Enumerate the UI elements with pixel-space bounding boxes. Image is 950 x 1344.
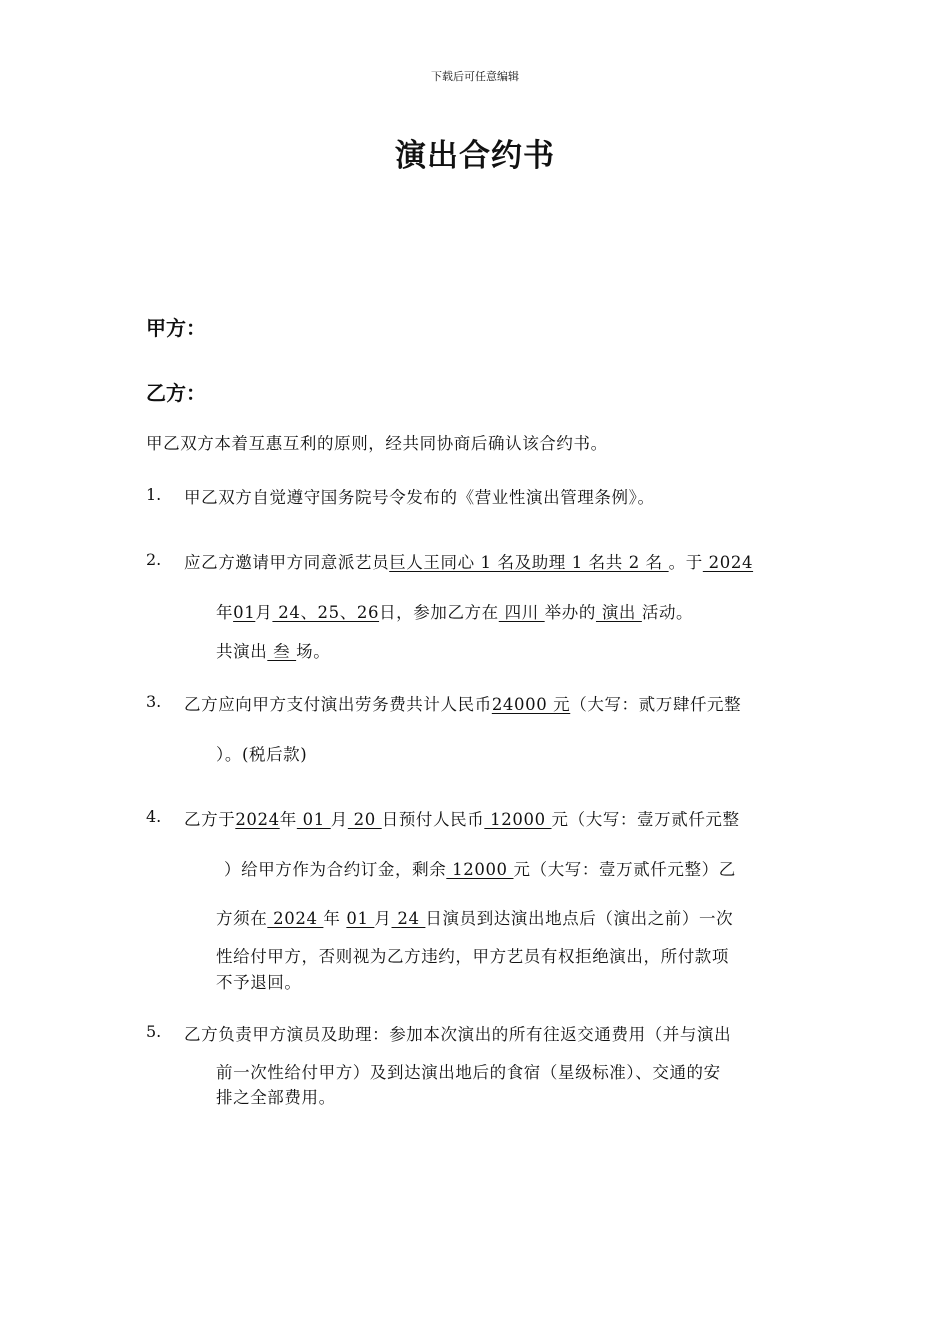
clause-4-line-3 xyxy=(216,905,733,929)
clause-2-text: 月 xyxy=(255,603,273,622)
clause-4-text: 日演员到达演出地点后（演出之前）一次 xyxy=(425,909,734,928)
balance-year-field: 2024 xyxy=(267,909,324,928)
clause-4-line-1 xyxy=(184,806,740,830)
year-field: 2024 xyxy=(702,553,754,572)
performer-field: 巨人王同心 1 名及助理 1 名共 2 名 xyxy=(389,553,669,572)
show-count-field: 叁 xyxy=(267,642,297,661)
location-field: 四川 xyxy=(498,603,545,622)
clause-4-text: 方须在 xyxy=(216,909,268,928)
clause-4-text: 元（大写：壹万贰仟元整）乙 xyxy=(513,860,736,879)
clause-4-text: 年 xyxy=(279,810,297,829)
clause-4-line-5: 不予退回。 xyxy=(216,973,302,992)
clause-3-number: 3. xyxy=(146,692,162,711)
clause-4-text: ）给甲方作为合约订金，剩余 xyxy=(224,860,447,879)
deposit-amount-field: 12000 xyxy=(484,810,552,829)
deposit-year-field: 2024 xyxy=(235,810,280,829)
clause-2-text: 活动。 xyxy=(641,603,694,622)
clause-4-line-2 xyxy=(224,856,736,880)
document-title: 演出合约书 xyxy=(395,138,555,174)
clause-1-number: 1. xyxy=(146,485,162,504)
clause-5-line-1: 乙方负责甲方演员及助理：参加本次演出的所有往返交通费用（并与演出 xyxy=(184,1025,732,1044)
balance-day-field: 24 xyxy=(391,909,426,928)
clause-4-text: 年 xyxy=(323,909,347,928)
clause-4-text: 月 xyxy=(330,810,348,829)
days-field: 24、25、26 xyxy=(272,603,380,622)
event-type-field: 演出 xyxy=(595,603,642,622)
clause-4-text: 日预付人民币 xyxy=(381,810,485,829)
clause-4-text: 月 xyxy=(374,909,392,928)
clause-2-text: 应乙方邀请甲方同意派艺员 xyxy=(184,553,390,572)
clause-4-text: 乙方于 xyxy=(184,810,236,829)
clause-2-text: 年 xyxy=(216,603,234,622)
party-a-label: 甲方： xyxy=(146,316,206,340)
clause-2-line-1 xyxy=(184,549,753,573)
month-field: 01 xyxy=(233,603,256,622)
clause-2-number: 2. xyxy=(146,550,162,569)
clause-5-line-2: 前一次性给付甲方）及到达演出地后的食宿（星级标准）、交通的安 xyxy=(216,1063,721,1082)
clause-4-line-4: 性给付甲方，否则视为乙方违约，甲方艺员有权拒绝演出，所付款项 xyxy=(216,947,729,966)
header-note: 下载后可任意编辑 xyxy=(431,70,519,83)
party-b-label: 乙方： xyxy=(146,381,206,405)
clause-2-text: 日，参加乙方在 xyxy=(379,603,499,622)
deposit-month-field: 01 xyxy=(296,810,331,829)
balance-amount-field: 12000 xyxy=(446,860,514,879)
clause-5-line-3: 排之全部费用。 xyxy=(216,1088,336,1107)
clause-4-number: 4. xyxy=(146,807,162,826)
deposit-day-field: 20 xyxy=(347,810,382,829)
clause-2-text: 举办的 xyxy=(544,603,596,622)
clause-4-text: 元（大写：壹万贰仟元整 xyxy=(551,810,740,829)
clause-3-line-1 xyxy=(184,691,741,715)
clause-1-text: 甲乙双方自觉遵守国务院号令发布的《营业性演出管理条例》。 xyxy=(184,488,655,507)
clause-2-text: 。于 xyxy=(668,553,703,572)
clause-2-line-2 xyxy=(216,599,693,623)
clause-2-text: 共演出 xyxy=(216,642,268,661)
fee-amount-field: 24000 元 xyxy=(491,695,571,714)
intro-paragraph: 甲乙双方本着互惠互利的原则，经共同协商后确认该合约书。 xyxy=(146,434,608,453)
clause-3-line-2: ）。(税后款) xyxy=(216,745,308,764)
balance-month-field: 01 xyxy=(346,909,375,928)
clause-3-text: 乙方应向甲方支付演出劳务费共计人民币 xyxy=(184,695,492,714)
clause-5-number: 5. xyxy=(146,1022,162,1041)
clause-2-text: 场。 xyxy=(296,642,331,661)
clause-3-text: （大写：贰万肆仟元整 xyxy=(570,695,742,714)
clause-2-line-3 xyxy=(216,638,330,662)
